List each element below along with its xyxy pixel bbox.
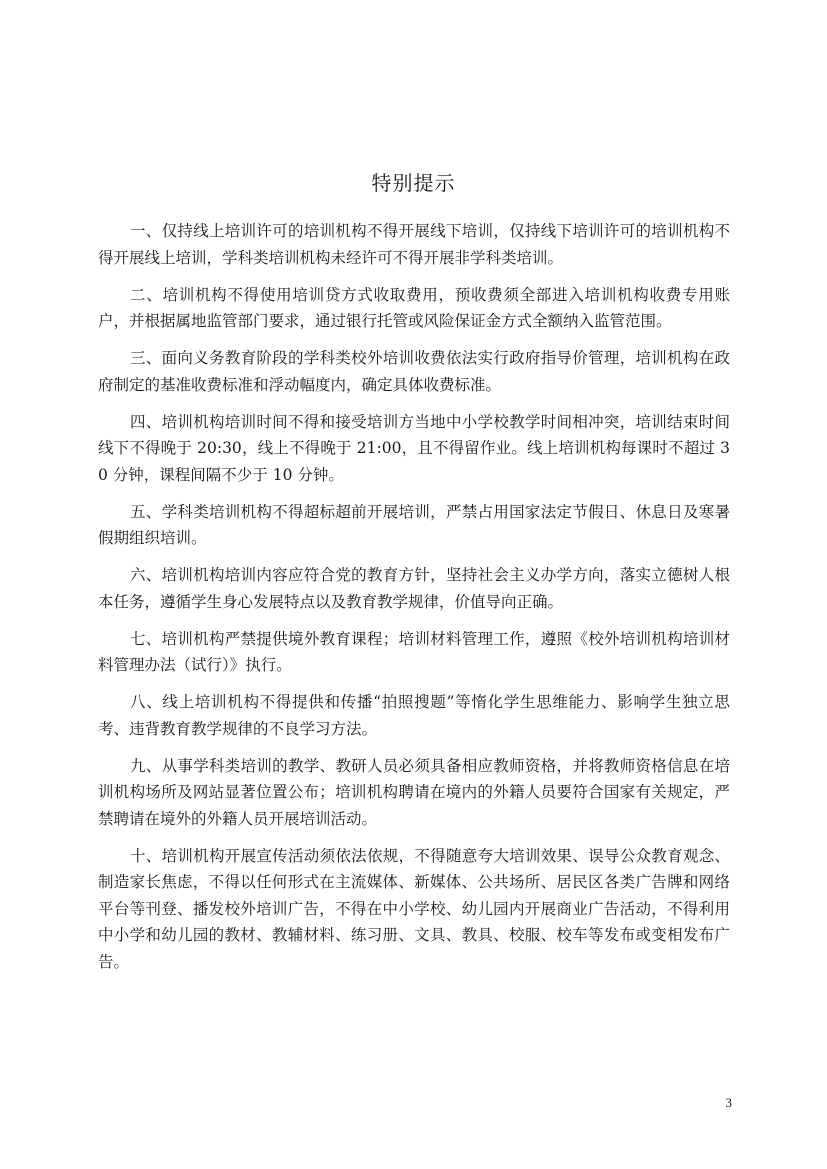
paragraph-8: 八、线上培训机构不得提供和传播“拍照搜题”等惰化学生思维能力、影响学生独立思考、违背教育教学规律的不良学习方法。 bbox=[98, 693, 730, 738]
paragraph-2: 二、培训机构不得使用培训贷方式收取费用，预收费须全部进入培训机构收费专用账户，并根据属地监管部门要求，通过银行托管或风险保证金方式全额纳入监管范围。 bbox=[98, 285, 730, 330]
paragraph-10: 十、培训机构开展宣传活动须依法依规，不得随意夸大培训效果、误导公众教育观念、制造家长焦虑，不得以任何形式在主流媒体、新媒体、公共场所、居民区各类广告牌和网络平台等刊登、播发校外培训广告，不得在中小学校、幼儿园内开展商业广告活动，不得利用中小学和幼儿园的教材、教辅材料、练习册、文具、教具、校服、校车等发布或变相发布广告。 bbox=[98, 846, 730, 971]
paragraph-5: 五、学科类培训机构不得超标超前开展培训，严禁占用国家法定节假日、休息日及寒暑假期组织培训。 bbox=[98, 502, 730, 547]
paragraph-4: 四、培训机构培训时间不得和接受培训方当地中小学校教学时间相冲突，培训结束时间线下不得晚于 20:30，线上不得晚于 21:00，且不得留作业。线上培训机构每课时不超过 30 分钟，课程间隔不少于 10 分钟。 bbox=[98, 412, 730, 484]
paragraph-1: 一、仅持线上培训许可的培训机构不得开展线下培训，仅持线下培训许可的培训机构不得开展线上培训，学科类培训机构未经许可不得开展非学科类培训。 bbox=[98, 222, 730, 267]
notice-body bbox=[98, 218, 730, 986]
paragraph-3: 三、面向义务教育阶段的学科类校外培训收费依法实行政府指导价管理，培训机构在政府制定的基准收费标准和浮动幅度内，确定具体收费标准。 bbox=[98, 349, 730, 394]
page-title: 特别提示 bbox=[371, 171, 456, 195]
paragraph-6: 六、培训机构培训内容应符合党的教育方针，坚持社会主义办学方向，落实立德树人根本任务，遵循学生身心发展特点以及教育教学规律，价值导向正确。 bbox=[98, 566, 730, 611]
paragraph-7: 七、培训机构严禁提供境外教育课程；培训材料管理工作，遵照《校外培训机构培训材料管理办法（试行）》执行。 bbox=[98, 629, 730, 674]
paragraph-9: 九、从事学科类培训的教学、教研人员必须具备相应教师资格，并将教师资格信息在培训机构场所及网站显著位置公布；培训机构聘请在境内的外籍人员要符合国家有关规定，严禁聘请在境外的外籍人员开展培训活动。 bbox=[98, 756, 730, 828]
page-number: 3 bbox=[725, 1095, 732, 1110]
